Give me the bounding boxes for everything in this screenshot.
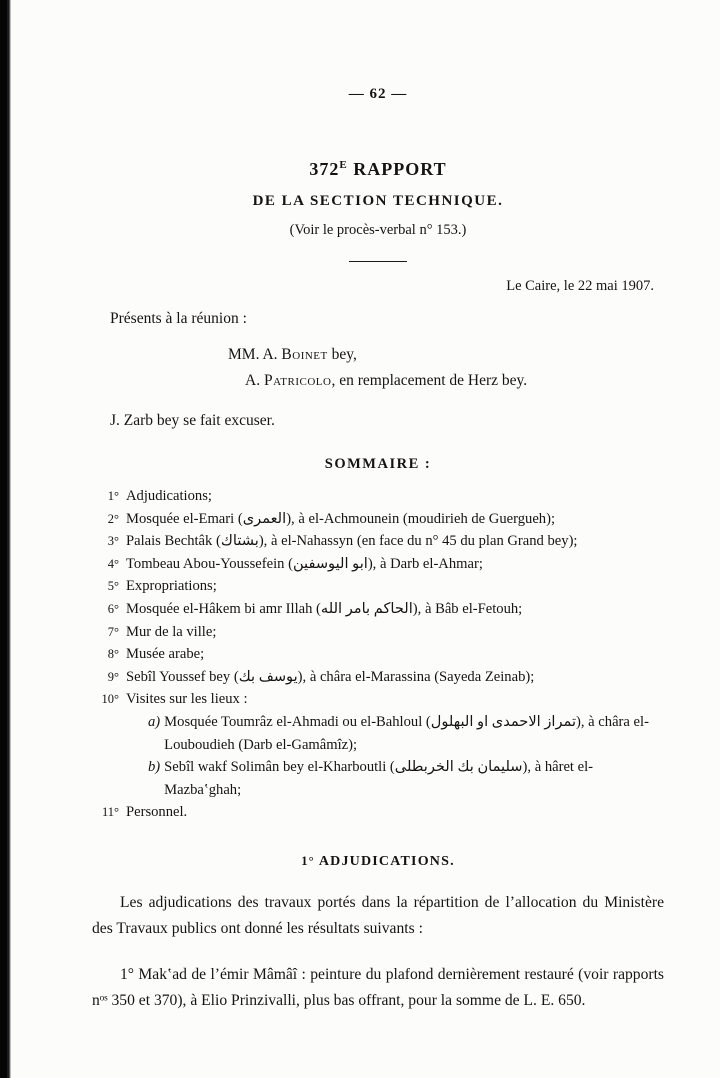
subitem-text: Sebîl wakf Solimân bey el-Kharboutli (سليمان بك الخربطلى), à hâret el-Mazbaʽghah; bbox=[164, 759, 594, 798]
item-number: 4° bbox=[107, 556, 119, 571]
attendee-prefix: MM. A. bbox=[228, 346, 282, 363]
page-number: — 62 — bbox=[348, 86, 408, 102]
separator-rule bbox=[349, 261, 407, 262]
subitem-label: b) bbox=[148, 759, 161, 776]
list-item bbox=[92, 530, 664, 553]
item-text: Musée arabe; bbox=[126, 646, 205, 663]
item-text: Visites sur les lieux : bbox=[126, 691, 248, 708]
report-title-word: RAPPORT bbox=[347, 159, 447, 179]
attendee-line bbox=[228, 368, 664, 394]
item-text: Palais Bechtâk (بشتاك), à el-Nahassyn (en face du n° 45 du plan Grand bey); bbox=[126, 533, 578, 550]
item-number: 5° bbox=[107, 579, 119, 594]
attendee-suffix: , en remplacement de Herz bey. bbox=[331, 372, 528, 389]
section-title: ADJUDICATIONS. bbox=[318, 853, 455, 869]
item-text: Personnel. bbox=[126, 804, 188, 821]
body-paragraph: 1° Makʽad de l’émir Mâmâî : peinture du plafond dernièrement restauré (voir rapports nᵒˢ 350 et 370), à Elio Prinzivalli, plus bas offrant, pour la somme de L. E. 650. bbox=[92, 965, 664, 1009]
list-item bbox=[92, 485, 664, 508]
section-heading bbox=[92, 854, 664, 870]
report-title-number: 372 bbox=[309, 159, 340, 179]
excused-note: J. Zarb bey se fait excuser. bbox=[110, 412, 275, 429]
body-paragraph: Les adjudications des travaux portés dans la répartition de l’allocation du Ministère des Travaux publics ont donné les résultats suivants : bbox=[92, 893, 664, 937]
list-item bbox=[92, 598, 664, 621]
list-item bbox=[92, 575, 664, 598]
item-text: Sebîl Youssef bey (يوسف بك), à châra el-Marassina (Sayeda Zeinab); bbox=[126, 668, 535, 685]
section-number: 1° bbox=[301, 853, 315, 868]
presence-intro: Présents à la réunion : bbox=[110, 310, 247, 327]
item-number: 10° bbox=[101, 692, 119, 707]
item-text: Mur de la ville; bbox=[126, 623, 217, 640]
list-item bbox=[92, 666, 664, 689]
list-item bbox=[92, 688, 664, 711]
list-item bbox=[92, 621, 664, 644]
item-text: Expropriations; bbox=[126, 578, 217, 595]
item-text: Tombeau Abou-Youssefein (ابو اليوسفين), à Darb el-Ahmar; bbox=[126, 555, 483, 572]
subitem-text: Mosquée Toumrâz el-Ahmadi ou el-Bahloul (تمراز الاحمدى او البهلول), à châra el-Louboudieh (Darb el-Gamâmîz); bbox=[164, 713, 649, 753]
item-number: 7° bbox=[107, 624, 119, 639]
sommaire-heading: SOMMAIRE : bbox=[324, 456, 432, 472]
list-item bbox=[92, 801, 664, 824]
item-number: 2° bbox=[107, 511, 119, 526]
list-subitem bbox=[92, 756, 664, 801]
item-text: Adjudications; bbox=[126, 488, 212, 504]
list-item bbox=[92, 553, 664, 576]
item-text: Mosquée el-Hâkem bi amr Illah (الحاكم بامر الله), à Bâb el-Fetouh; bbox=[126, 600, 523, 617]
item-number: 8° bbox=[107, 647, 119, 662]
attendee-suffix: bey, bbox=[327, 346, 357, 363]
item-number: 1° bbox=[107, 489, 119, 503]
attendee-line bbox=[228, 342, 664, 368]
item-number: 11° bbox=[101, 805, 119, 820]
list-item bbox=[92, 508, 664, 531]
report-title-superscript: E bbox=[339, 159, 348, 171]
attendees-list bbox=[92, 342, 664, 394]
item-number: 3° bbox=[107, 534, 119, 549]
dateline: Le Caire, le 22 mai 1907. bbox=[506, 278, 654, 294]
report-subtitle: DE LA SECTION TECHNIQUE. bbox=[252, 193, 504, 209]
attendee-name: Boinet bbox=[281, 346, 328, 363]
item-number: 6° bbox=[107, 601, 119, 616]
subitem-label: a) bbox=[148, 713, 161, 730]
item-text: Mosquée el-Emari (العمرى), à el-Achmounein (moudirieh de Guergueh); bbox=[126, 510, 556, 527]
list-subitem bbox=[92, 711, 664, 756]
report-title bbox=[92, 159, 664, 180]
item-number: 9° bbox=[107, 669, 119, 684]
sommaire-list bbox=[92, 485, 664, 824]
attendee-name: Patricolo bbox=[263, 372, 332, 389]
proces-verbal-note: (Voir le procès-verbal n° 153.) bbox=[289, 222, 467, 238]
attendee-prefix: A. bbox=[245, 372, 264, 389]
list-item bbox=[92, 643, 664, 666]
